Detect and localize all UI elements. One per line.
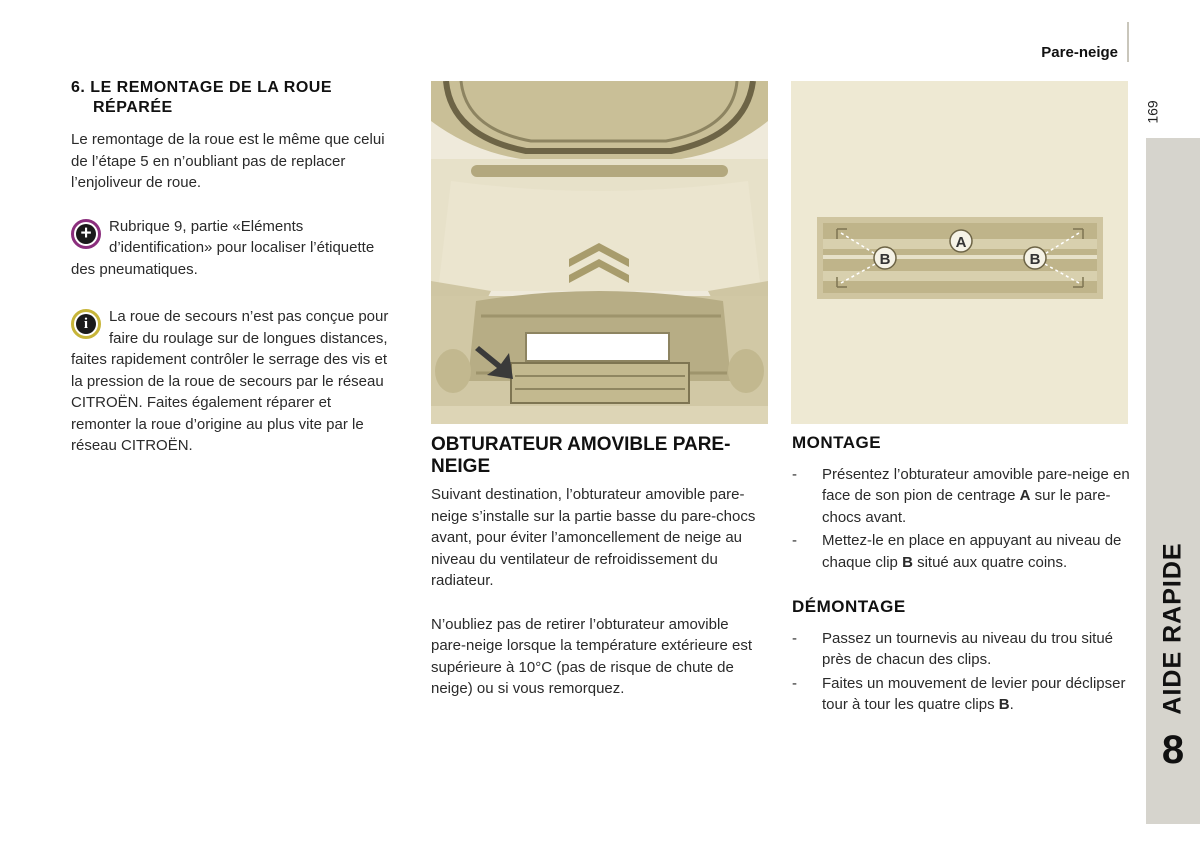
page-number: 169: [1144, 100, 1161, 124]
wheel-paragraph: Le remontage de la roue est le même que celui de l’étape 5 en n’oubliant pas de replacer l’enjoliveur de roue.: [71, 131, 385, 191]
label-b-right: B: [1029, 251, 1041, 268]
note-plus: [71, 216, 393, 281]
note-info: [71, 306, 393, 457]
note-info-text: La roue de secours n’est pas conçue pour faire du roulage sur de longues distances, faites rapidement contrôler le serrage des vis et la pression de la roue de secours par le réseau CITROËN. Faites également réparer et remonter la roue d’origine au plus vite par le réseau CITROËN.: [71, 308, 389, 454]
car-front-illustration: [431, 81, 768, 424]
montage-title: MONTAGE: [792, 433, 882, 452]
montage-item-1: - Présentez l’obturateur amovible pare-neige en face de son pion de centrage A sur le pare-chocs avant.: [792, 464, 1132, 529]
demontage-list: [792, 628, 1132, 716]
chapter-sidebar: [1146, 138, 1200, 824]
shutter-paragraph-1: Suivant destination, l’obturateur amovible pare-neige s’installe sur la partie basse du pare-chocs avant, pour éviter l’amoncellement de neige au niveau du ventilateur de refroidissement du radiateur.: [431, 486, 756, 589]
info-icon: i: [71, 309, 101, 339]
right-column: [792, 432, 1132, 718]
left-column: [71, 78, 393, 457]
label-b-left: B: [879, 251, 891, 268]
montage-list: [792, 464, 1132, 574]
section-heading-wheel: 6. LE REMONTAGE DE LA ROUE RÉPARÉE: [71, 79, 333, 116]
shutter-diagram: [791, 81, 1128, 424]
label-a: A: [955, 234, 967, 251]
page-header-title: Pare-neige: [1041, 44, 1118, 61]
demontage-item-1: - Passez un tournevis au niveau du trou situé près de chacun des clips.: [792, 628, 1132, 671]
shutter-paragraph-2: N’oubliez pas de retirer l’obturateur amovible pare-neige lorsque la température extérieure est supérieure à 10°C (pas de risque de chute de neige) ou si vous remorquez.: [431, 615, 753, 697]
chapter-number: 8: [1161, 728, 1185, 772]
demontage-title: DÉMONTAGE: [792, 597, 906, 616]
montage-item-2: - Mettez-le en place en appuyant au niveau de chaque clip B situé aux quatre coins.: [792, 530, 1132, 573]
chapter-title: AIDE RAPIDE: [1158, 541, 1187, 715]
plus-icon: +: [71, 219, 101, 249]
middle-column: [431, 434, 761, 700]
header-divider: [1127, 22, 1129, 62]
shutter-heading: OBTURATEUR AMOVIBLE PARE-NEIGE: [431, 434, 731, 477]
demontage-item-2: - Faites un mouvement de levier pour déclipser tour à tour les quatre clips B.: [792, 673, 1132, 716]
note-plus-text: Rubrique 9, partie «Eléments d’identification» pour localiser l’étiquette des pneumatiques.: [71, 217, 375, 278]
